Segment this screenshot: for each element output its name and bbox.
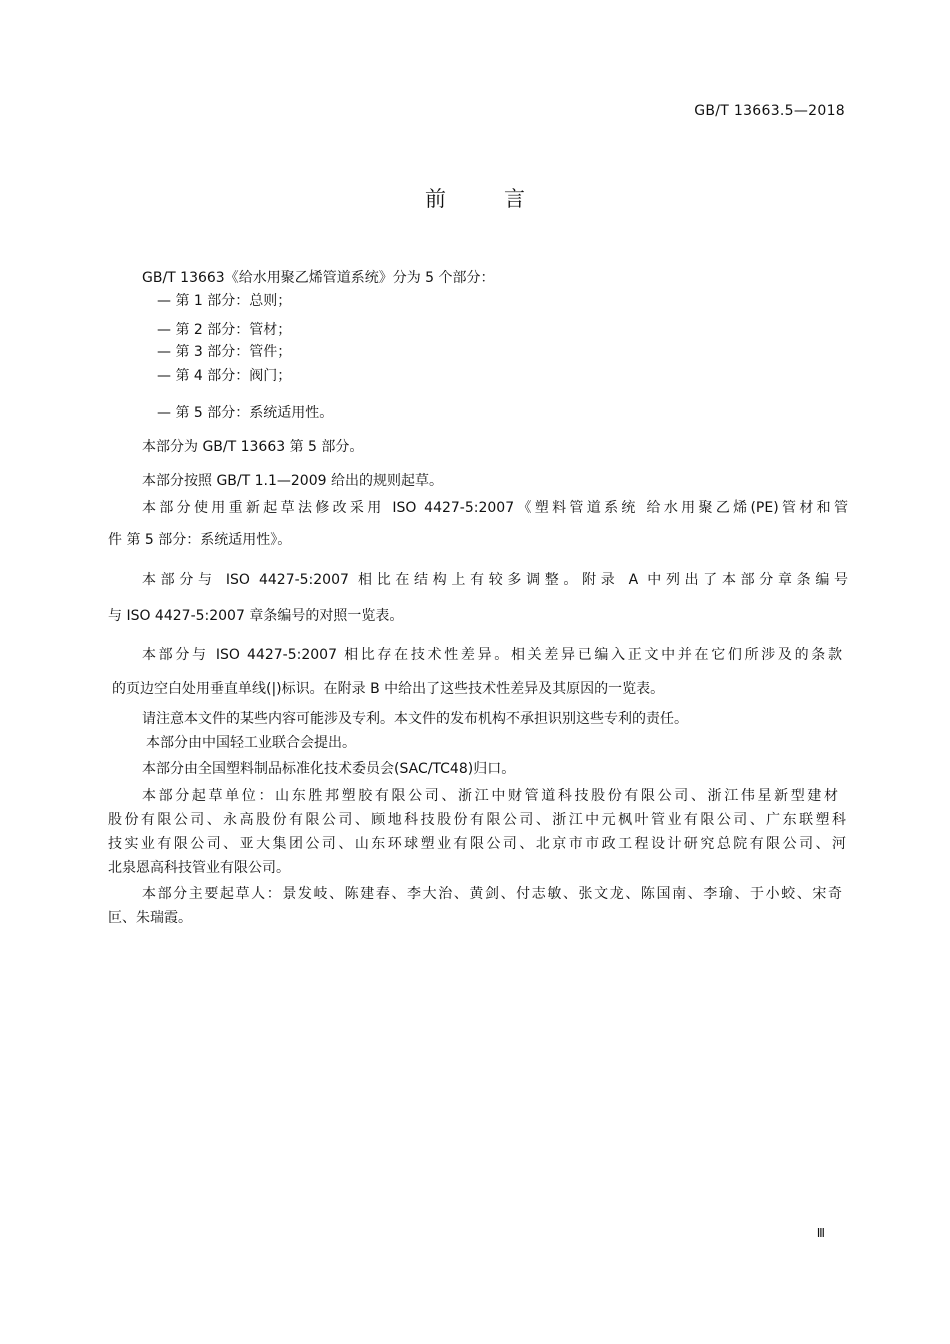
paragraph-9-line-3: 技实业有限公司、亚大集团公司、山东环球塑业有限公司、北京市市政工程设计研究总院有限公司、河	[108, 836, 846, 852]
paragraph-9-line-4: 北泉恩高科技管业有限公司。	[108, 860, 290, 876]
paragraph-2: 本部分按照 GB/T 1.1—2009 给出的规则起草。	[142, 473, 443, 489]
paragraph-6: 请注意本文件的某些内容可能涉及专利。本文件的发布机构不承担识别这些专利的责任。	[142, 711, 688, 727]
paragraph-5-line-1: 本部分与 ISO 4427-5:2007 相比存在技术性差异。相关差异已编入正文中并在它们所涉及的条款	[142, 647, 842, 663]
part-item-5: — 第 5 部分：系统适用性。	[157, 405, 334, 421]
standard-code: GB/T 13663.5—2018	[694, 103, 845, 119]
paragraph-5-line-2: 的页边空白处用垂直单线(|)标识。在附录 B 中给出了这些技术性差异及其原因的一览表。	[112, 681, 665, 697]
paragraph-1: 本部分为 GB/T 13663 第 5 部分。	[142, 439, 364, 455]
paragraph-4-line-2: 与 ISO 4427-5:2007 章条编号的对照一览表。	[108, 608, 404, 624]
part-item-2: — 第 2 部分：管材；	[157, 322, 292, 338]
page-title: 前言	[425, 187, 583, 211]
paragraph-9-line-2: 股份有限公司、永高股份有限公司、顾地科技股份有限公司、浙江中元枫叶管业有限公司、广东联塑科	[108, 812, 846, 828]
paragraph-4-line-1: 本部分与 ISO 4427-5:2007 相比在结构上有较多调整。附录 A 中列出了本部分章条编号	[142, 572, 848, 588]
paragraph-3-line-2: 件 第 5 部分：系统适用性》。	[108, 532, 292, 548]
paragraph-10-line-1: 本部分主要起草人：景发岐、陈建春、李大治、黄剑、付志敏、张文龙、陈国南、李瑜、于小蛟、宋奇	[142, 886, 842, 902]
paragraph-8: 本部分由全国塑料制品标准化技术委员会(SAC/TC48)归口。	[142, 761, 516, 777]
intro-line: GB/T 13663《给水用聚乙烯管道系统》分为 5 个部分：	[142, 270, 495, 286]
page-number: Ⅲ	[816, 1226, 825, 1240]
paragraph-9-line-1: 本部分起草单位：山东胜邦塑胶有限公司、浙江中财管道科技股份有限公司、浙江伟星新型建材	[142, 788, 838, 804]
paragraph-3-line-1: 本部分使用重新起草法修改采用 ISO 4427-5:2007《塑料管道系统 给水用聚乙烯(PE)管材和管	[142, 500, 848, 516]
part-item-4: — 第 4 部分：阀门；	[157, 368, 292, 384]
paragraph-10-line-2: 叵、朱瑞霞。	[108, 910, 192, 926]
paragraph-7: 本部分由中国轻工业联合会提出。	[146, 735, 356, 751]
part-item-1: — 第 1 部分：总则；	[157, 293, 292, 309]
part-item-3: — 第 3 部分：管件；	[157, 344, 292, 360]
